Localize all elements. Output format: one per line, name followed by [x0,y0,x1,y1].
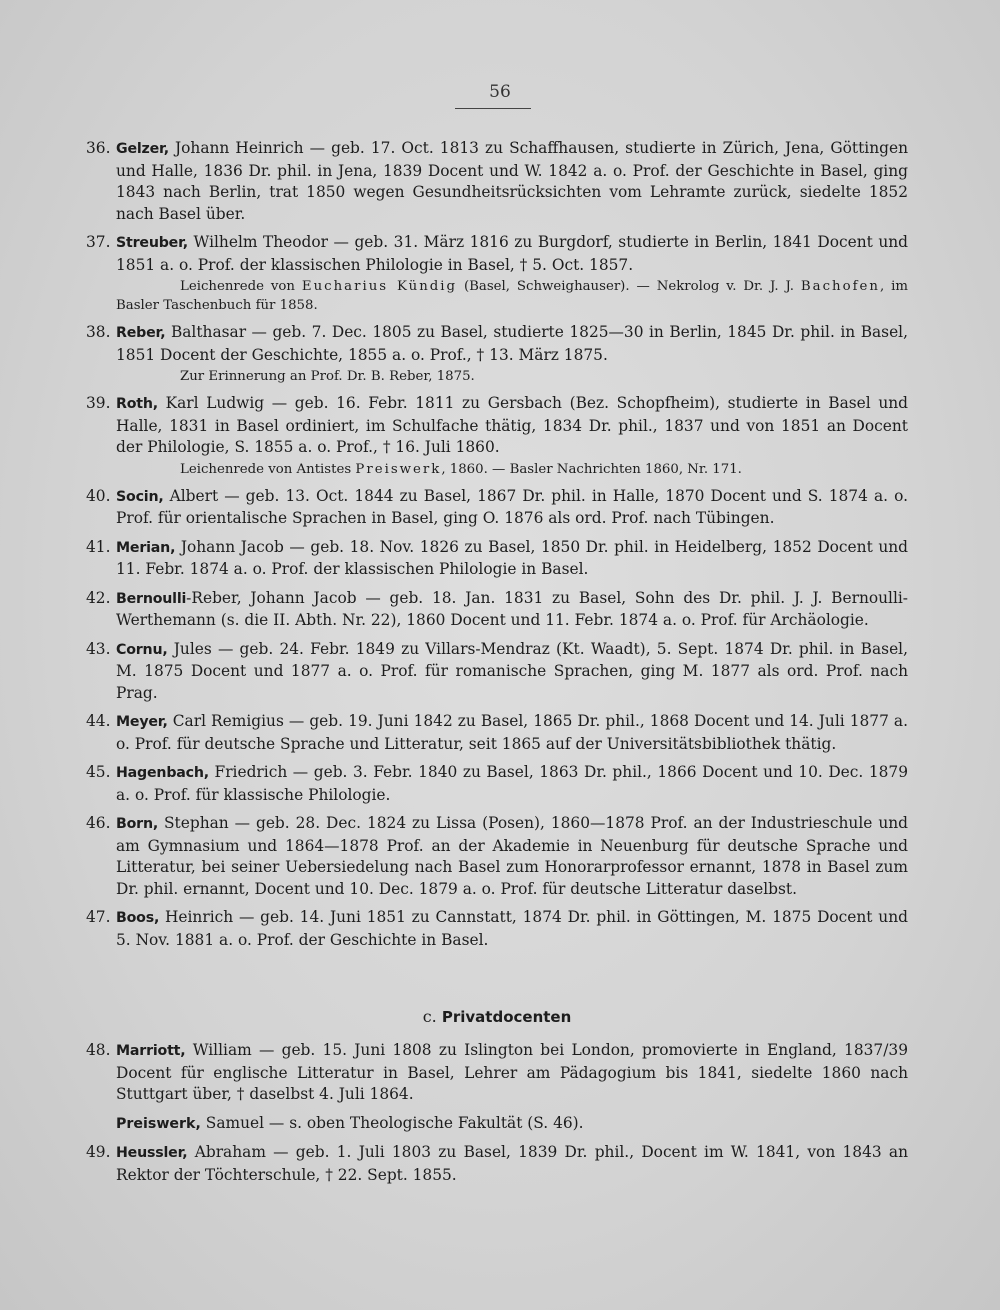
entry-number: 45. [86,763,111,781]
entry-surname: Born, [116,816,159,832]
entry-number: 40. [86,486,111,505]
page-number-rule [455,108,531,109]
entry-number: 47. [86,908,111,926]
entry-text: Samuel — s. oben Theologische Fakultät (S. 46). [200,1113,584,1132]
entry-number: 46. [86,814,111,832]
entry-text: Heinrich — geb. 14. Juni 1851 zu Cannstatt, 1874 Dr. phil. in Göttingen, M. 1875 Docent und 5. Nov. 1881 a. o. Prof. der Geschichte in Basel. [116,908,908,949]
entry-number: 39. [86,394,111,412]
entry-36 [86,138,908,225]
entry-44 [86,711,908,755]
entry-surname: Socin, [116,488,164,505]
entry-text: Abraham — geb. 1. Juli 1803 zu Basel, 1839 Dr. phil., Docent im W. 1841, von 1843 an Rektor der Töchterschule, † 22. Sept. 1855. [116,1143,908,1184]
entry-text: Albert — geb. 13. Oct. 1844 zu Basel, 1867 Dr. phil. in Halle, 1870 Docent und S. 1874 a. o. Prof. für orientalische Sprachen in Basel, ging O. 1876 als ord. Prof. nach Tübingen. [116,486,908,527]
entry-surname: Streuber, [116,235,188,251]
entry-45 [86,762,908,806]
section-prefix: c. [422,1007,442,1026]
entry-number: 42. [86,588,111,607]
entry-surname: Roth, [116,396,158,412]
entry-surname: Gelzer, [116,141,169,157]
entry-39 [86,393,908,479]
entry-number: 37. [86,233,111,251]
entry-surname: Cornu, [116,641,168,658]
entry-number: 43. [86,639,111,658]
entry-number: 41. [86,537,111,556]
entry-text: Balthasar — geb. 7. Dec. 1805 zu Basel, studierte 1825—30 in Berlin, 1845 Dr. phil. in Basel, 1851 Docent der Geschichte, 1855 a. o. Prof., † 13. März 1875. [116,323,908,364]
entry-surname: Merian, [116,539,176,556]
entry-41 [86,537,908,581]
entry-text: Jules — geb. 24. Febr. 1849 zu Villars-Mendraz (Kt. Waadt), 5. Sept. 1874 Dr. phil. in Basel, M. 1875 Docent und 1877 a. o. Prof. für romanische Sprachen, ging M. 1877 als ord. Prof. nach Prag. [116,639,908,702]
entry-40 [86,486,908,530]
entry-preiswerk [86,1113,908,1136]
entry-surname: Reber, [116,325,166,341]
entry-number: 49. [86,1143,111,1161]
section-title: Privatdocenten [441,1008,572,1026]
entry-surname: Meyer, [116,714,168,730]
entry-number: 48. [86,1041,111,1059]
entry-text: -Reber, Johann Jacob — geb. 18. Jan. 1831 zu Basel, Sohn des Dr. phil. J. J. Bernoulli-Werthemann (s. die II. Abth. Nr. 22), 1860 Docent und 11. Febr. 1874 a. o. Prof. für Archäologie. [116,588,908,629]
entry-number: 38. [86,323,111,341]
entry-note: Leichenrede von Eucharius Kündig (Basel, Schweighauser). — Nekrolog v. Dr. J. J. Bachofen, im Basler Taschenbuch für 1858. [116,279,908,313]
entry-number: 44. [86,712,111,730]
entry-surname: Bernoulli [116,590,187,607]
entry-text: Karl Ludwig — geb. 16. Febr. 1811 zu Gersbach (Bez. Schopfheim), studierte in Basel und Halle, 1831 in Basel ordiniert, im Schulfache thätig, 1834 Dr. phil., 1837 und von 1851 an Docent der Philologie, S. 1855 a. o. Prof., † 16. Juli 1860. [116,394,908,456]
entry-49 [86,1142,908,1186]
entry-surname: Heussler, [116,1145,188,1161]
entry-text: Friedrich — geb. 3. Febr. 1840 zu Basel, 1863 Dr. phil., 1866 Docent und 10. Dec. 1879 a. o. Prof. für klassische Philologie. [116,763,908,804]
entry-surname: Hagenbach, [116,765,209,781]
entry-46 [86,813,908,900]
entry-note: Leichenrede von Antistes Preiswerk, 1860. — Basler Nachrichten 1860, Nr. 171. [180,461,742,477]
page-number: 56 [489,82,511,102]
entry-surname: Marriott, [116,1043,186,1059]
entry-text: Johann Jacob — geb. 18. Nov. 1826 zu Basel, 1850 Dr. phil. in Heidelberg, 1852 Docent und 11. Febr. 1874 a. o. Prof. der klassischen Philologie in Basel. [116,537,908,578]
entry-note: Zur Erinnerung an Prof. Dr. B. Reber, 1875. [180,369,475,384]
entry-number: 36. [86,139,111,157]
entry-text: William — geb. 15. Juni 1808 zu Islington bei London, promovierte in England, 1837/39 Docent für englische Litteratur in Basel, Lehrer am Pädagogium bis 1841, siedelte 1860 nach Stuttgart über, † daselbst 4. Juli 1864. [116,1041,908,1103]
entry-47 [86,907,908,951]
entry-48 [86,1040,908,1106]
section-heading [86,1007,908,1026]
entry-text: Johann Heinrich — geb. 17. Oct. 1813 zu Schaffhausen, studierte in Zürich, Jena, Göttingen und Halle, 1836 Dr. phil. in Jena, 1839 Docent und W. 1842 a. o. Prof. der Geschichte in Basel, ging 1843 nach Berlin, trat 1850 wegen Gesundheitsrücksichten vom Lehramte zurück, siedelte 1852 nach Basel über. [116,139,908,223]
entry-42 [86,588,908,632]
entry-37 [86,232,908,315]
entry-text: Carl Remigius — geb. 19. Juni 1842 zu Basel, 1865 Dr. phil., 1868 Docent und 14. Juli 1877 a. o. Prof. für deutsche Sprache und Litteratur, seit 1865 auf der Universitätsbibliothek thätig. [116,712,908,753]
entry-text: Stephan — geb. 28. Dec. 1824 zu Lissa (Posen), 1860—1878 Prof. an der Industrieschule und am Gymnasium und 1864—1878 Prof. an der Akademie in Neuenburg für deutsche Sprache und Litteratur, bei seiner Uebersiedelung nach Basel zum Honorarprofessor ernannt, 1878 in Basel zum Dr. phil. ernannt, Docent und 10. Dec. 1879 a. o. Prof. für deutsche Litteratur daselbst. [116,814,908,898]
entry-38 [86,322,908,386]
page-content [86,138,908,1193]
entry-43 [86,639,908,705]
entry-surname: Preiswerk, [116,1115,201,1132]
entry-text: Wilhelm Theodor — geb. 31. März 1816 zu Burgdorf, studierte in Berlin, 1841 Docent und 1851 a. o. Prof. der klassischen Philologie in Basel, † 5. Oct. 1857. [116,233,908,274]
entry-surname: Boos, [116,910,160,926]
